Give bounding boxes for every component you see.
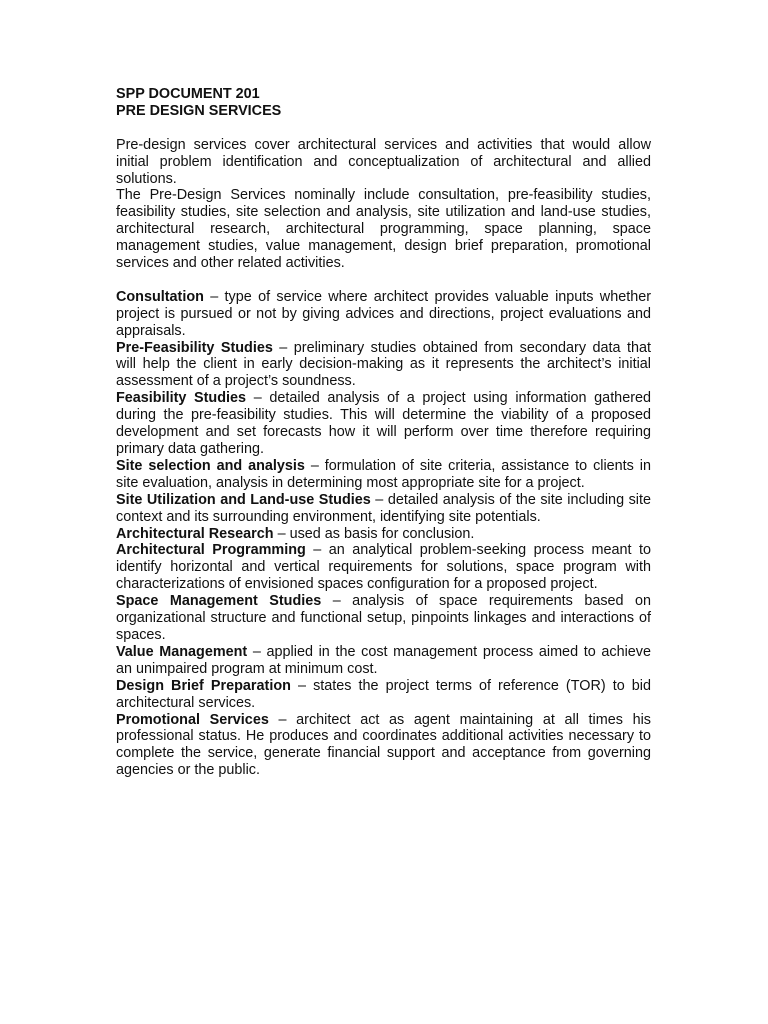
- definition-term: Architectural Research: [116, 525, 274, 542]
- definition-text: – type of service where architect provides valuable inputs whether project is pursued or not by giving advices and directions, project evaluations and appraisals.: [116, 288, 651, 339]
- definition-term: Consultation: [116, 288, 204, 305]
- definition-term: Architectural Programming: [116, 542, 306, 559]
- definition-term: Feasibility Studies: [116, 390, 247, 407]
- definition-item: [116, 458, 651, 492]
- definition-item: [116, 492, 651, 526]
- intro-paragraph: Pre-design services cover architectural services and activities that would allow initial problem identification and conceptualization of architectural and allied solutions.: [116, 136, 651, 187]
- definition-text: – states the project terms of reference (TOR) to bid architectural services.: [116, 677, 651, 711]
- spacer: [116, 120, 651, 137]
- definition-text: – architect act as agent maintaining at all times his professional status. He produces and coordinates additional activities necessary to complete the service, generate financial support and acceptance from governing agencies or the public.: [116, 711, 651, 779]
- definitions-list: [116, 289, 651, 779]
- definition-item: [116, 390, 651, 458]
- definition-item: [116, 526, 651, 543]
- definition-item: [116, 712, 651, 780]
- definition-term: Site selection and analysis: [116, 457, 305, 474]
- document-number: SPP DOCUMENT 201: [116, 86, 260, 102]
- definition-item: [116, 340, 651, 391]
- definition-text: – analysis of space requirements based on organizational structure and functional setup, pinpoints linkages and interactions of spaces.: [116, 593, 651, 643]
- definition-term: Space Management Studies: [116, 593, 322, 610]
- definition-term: Site Utilization and Land-use Studies: [116, 491, 371, 508]
- definition-text: – preliminary studies obtained from secondary data that will help the client in early decision-making as it represents the architect’s initial assessment of a project’s soundness.: [116, 339, 651, 390]
- definition-item: [116, 289, 651, 340]
- definition-text: – formulation of site criteria, assistance to clients in site evaluation, analysis in determining most appropriate site for a project.: [116, 457, 651, 491]
- definition-text: – detailed analysis of a project using information gathered during the pre-feasibility studies. This will determine the viability of a proposed development and set forecasts how it will perform over time therefore requiring primary data gathering.: [116, 390, 651, 457]
- definition-text: – used as basis for conclusion.: [273, 525, 475, 542]
- document-title: PRE DESIGN SERVICES: [116, 102, 282, 119]
- definition-term: Promotional Services: [116, 711, 269, 728]
- definition-item: [116, 644, 651, 678]
- definition-term: Pre-Feasibility Studies: [116, 339, 273, 356]
- definition-item: [116, 593, 651, 644]
- definition-term: Value Management: [116, 643, 248, 660]
- document-page: [116, 86, 651, 779]
- definition-item: [116, 678, 651, 712]
- intro-paragraph: The Pre-Design Services nominally include consultation, pre-feasibility studies, feasibility studies, site selection and analysis, site utilization and land-use studies, architectural research, architectural programming, space planning, space management studies, value management, design brief preparation, promotional services and other related activities.: [116, 187, 651, 272]
- definition-text: – an analytical problem-seeking process meant to identify horizontal and vertical requirements for solutions, space program with characterizations of envisioned spaces configuration for a proposed project.: [116, 542, 651, 593]
- definition-text: – applied in the cost management process aimed to achieve an unimpaired program at minimum cost.: [116, 643, 651, 677]
- definition-text: – detailed analysis of the site including site context and its surrounding environment, identifying site potentials.: [116, 491, 651, 525]
- definition-term: Design Brief Preparation: [116, 677, 291, 694]
- definition-item: [116, 542, 651, 593]
- spacer: [116, 272, 651, 289]
